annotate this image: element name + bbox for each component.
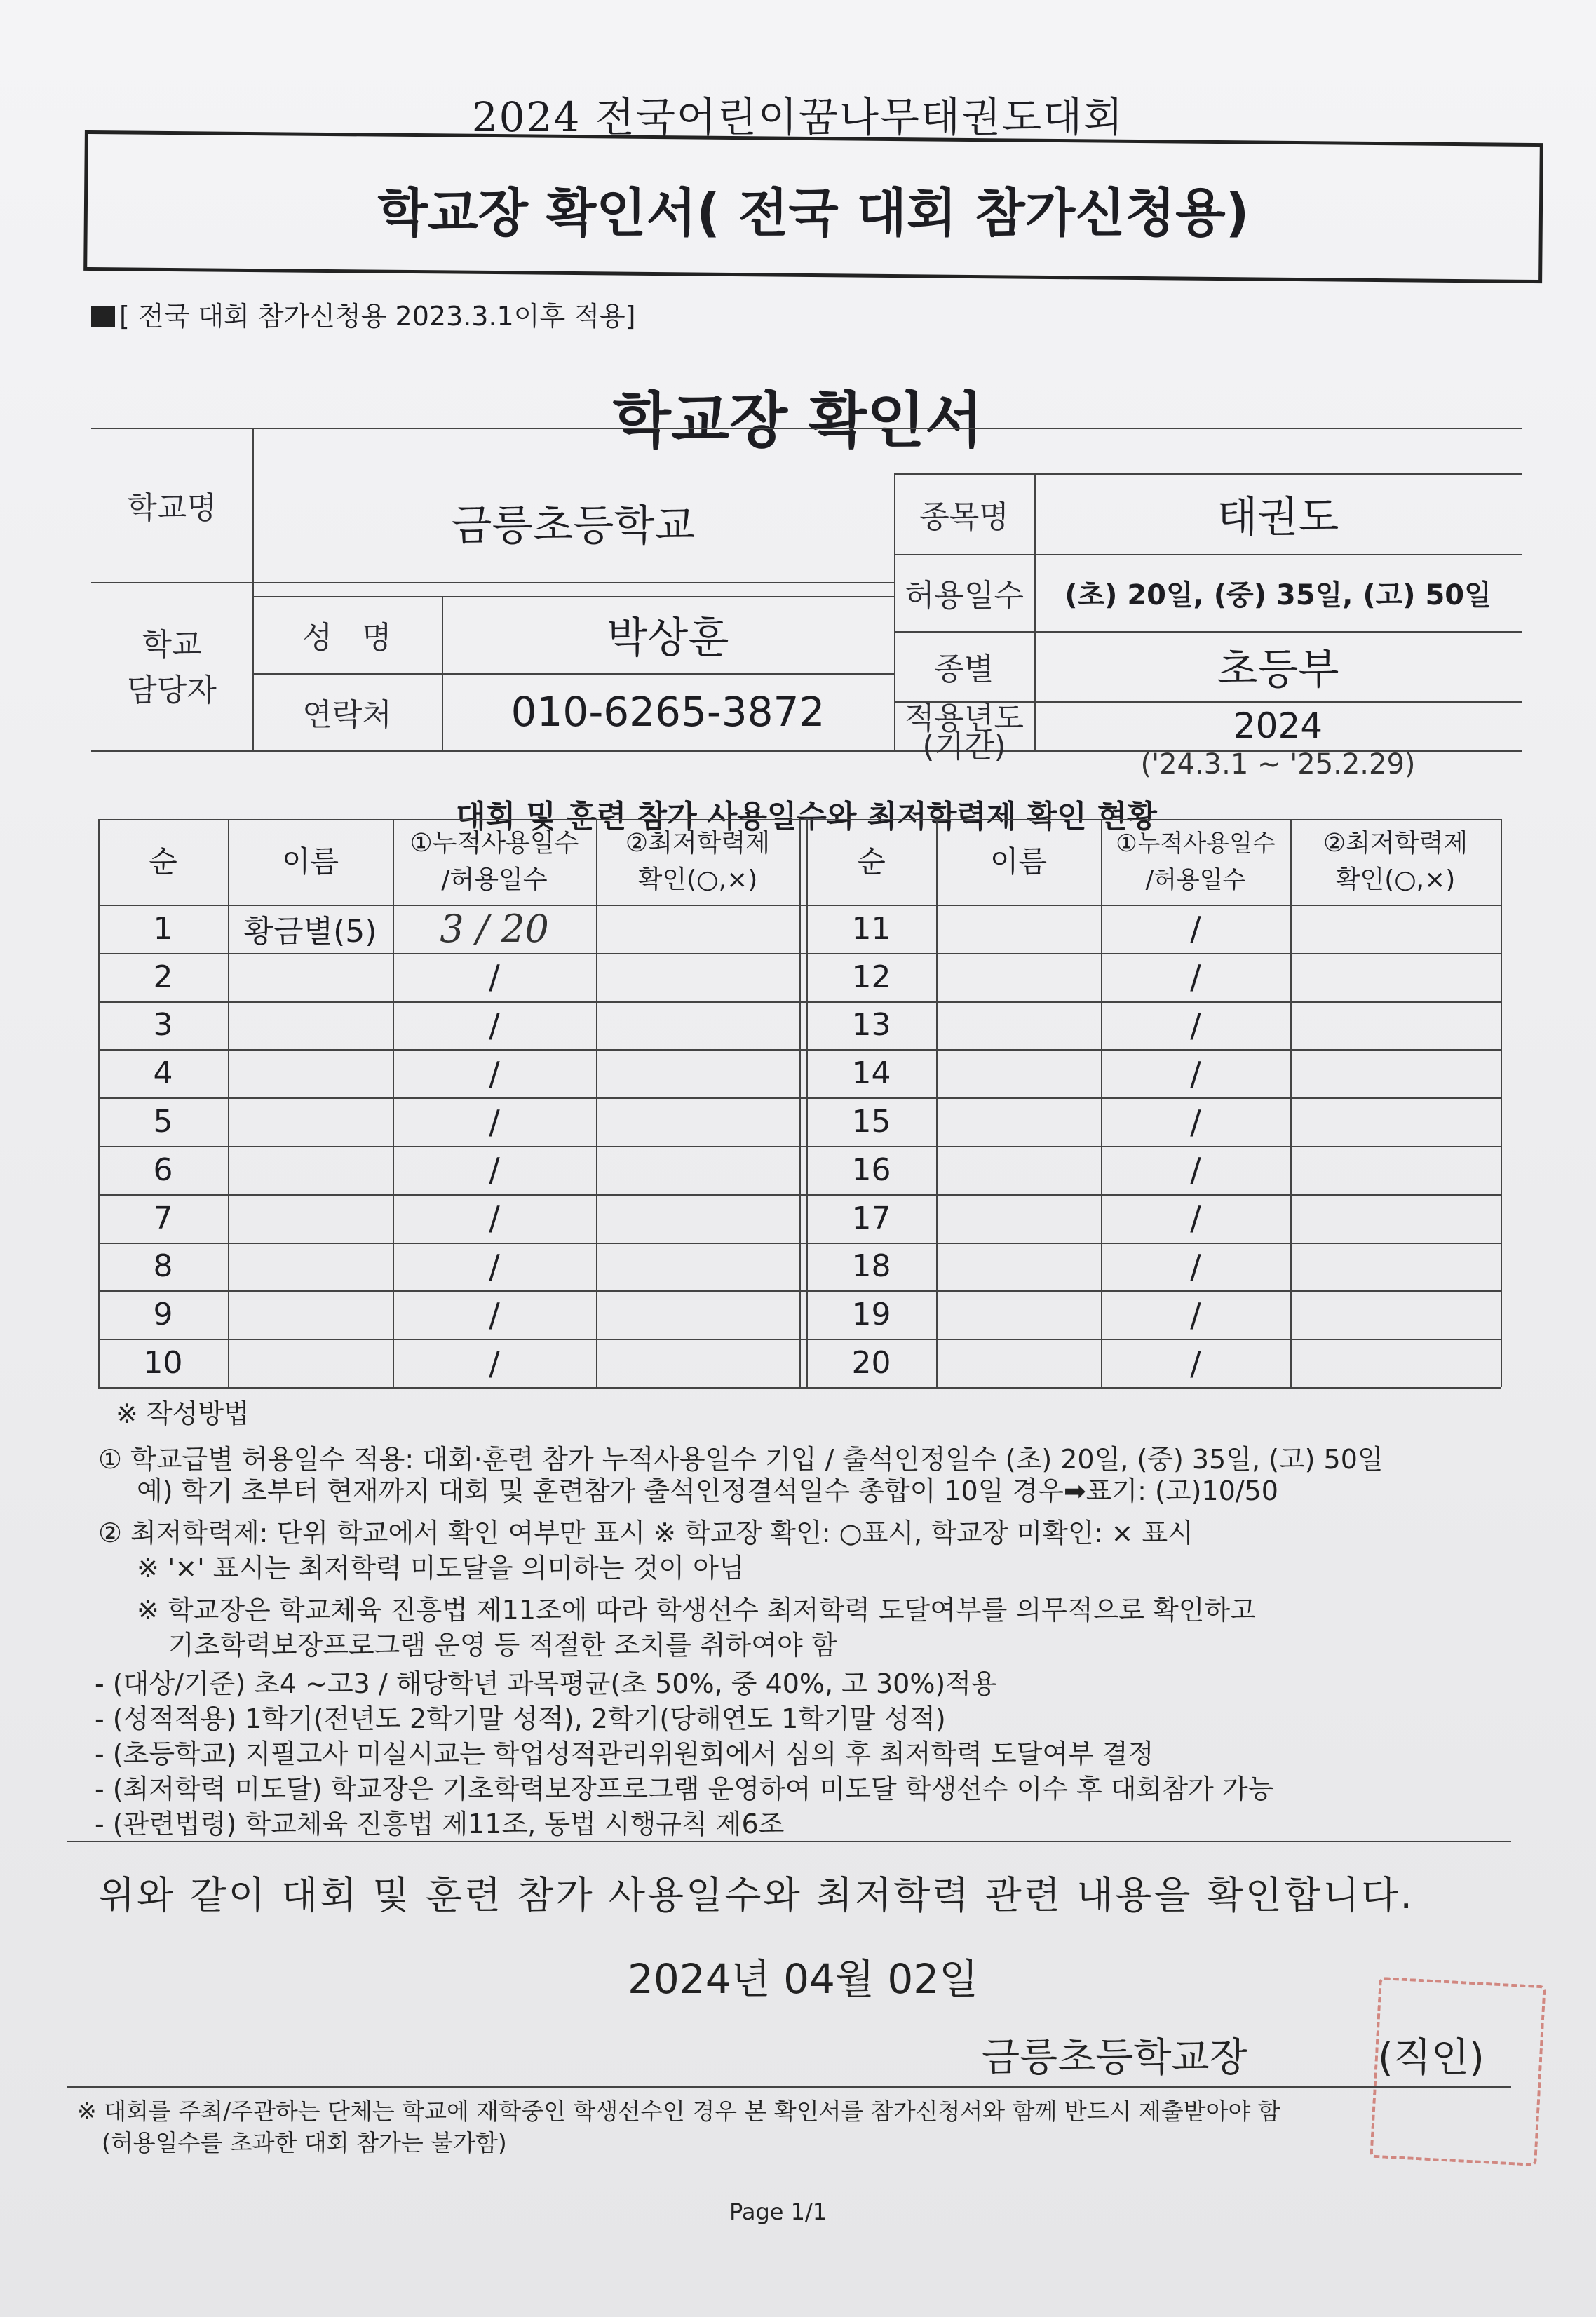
- student-name: [228, 1290, 393, 1339]
- header-no-right: 순: [857, 844, 886, 879]
- name-value: 박상훈: [607, 614, 729, 663]
- allowed-label: 허용일수: [904, 578, 1024, 614]
- note-line: - (대상/기준) 초4 ~고3 / 해당학년 과목평균(초 50%, 중 40%, 고 30%)적용: [95, 1668, 997, 1699]
- header-days-right-2: /허용일수: [1145, 866, 1246, 894]
- sport-label: 종목명: [919, 499, 1009, 535]
- row-number: 2: [153, 959, 173, 995]
- min-academic-check: [1290, 1049, 1501, 1097]
- student-name: 황금별(5): [243, 914, 377, 950]
- min-academic-check: [1290, 1243, 1501, 1291]
- row-number: 9: [153, 1297, 173, 1333]
- name-label: 성 명: [302, 620, 392, 656]
- student-name: [936, 1001, 1101, 1050]
- year-value: 2024: [1233, 705, 1323, 746]
- days-slash: /: [1190, 958, 1201, 997]
- header-check-right-1: ②최저학력제: [1323, 829, 1468, 858]
- min-academic-check: [1290, 1290, 1501, 1339]
- min-academic-check: [596, 1339, 799, 1387]
- note-line: - (최저학력 미도달) 학교장은 기초학력보장프로그램 운영하여 미도달 학생선수 이수 후 대회참가 가능: [95, 1774, 1274, 1804]
- box-title: 학교장 확인서( 전국 대회 참가신청용): [377, 183, 1250, 243]
- notes-divider: [67, 1841, 1511, 1842]
- contact-group-label-2: 담당자: [127, 673, 217, 708]
- days-slash: /: [1190, 1151, 1201, 1189]
- student-name: [228, 1001, 393, 1050]
- applies-note: [91, 295, 635, 333]
- note-line: 기초학력보장프로그램 운영 등 적절한 조치를 취하여야 함: [168, 1630, 837, 1661]
- student-name: [936, 1339, 1101, 1387]
- allowed-value: (초) 20일, (중) 35일, (고) 50일: [1064, 579, 1492, 612]
- min-academic-check: [1290, 1339, 1501, 1387]
- days-slash: /: [489, 1054, 500, 1093]
- min-academic-check: [596, 1097, 799, 1146]
- form-title: 학교장 확인서: [612, 386, 984, 456]
- school-label: 학교명: [127, 490, 217, 526]
- footer-note-1: ※ 대회를 주최/주관하는 단체는 학교에 재학중인 학생선수인 경우 본 확인서를 참가신청서와 함께 반드시 제출받아야 함: [77, 2098, 1280, 2125]
- row-number: 4: [153, 1055, 173, 1092]
- student-name: [936, 1097, 1101, 1146]
- min-academic-check: [1290, 1194, 1501, 1243]
- days-slash: /: [1190, 1344, 1201, 1382]
- row-number: 6: [153, 1151, 173, 1188]
- notes-heading: ※ 작성방법: [116, 1398, 250, 1429]
- square-bullet-icon: [91, 306, 115, 327]
- contact-group-label-1: 학교: [142, 627, 202, 663]
- phone-label: 연락처: [302, 697, 392, 733]
- page-number: Page 1/1: [729, 2198, 827, 2225]
- header-days-right-1: ①누적사용일수: [1116, 830, 1276, 858]
- row-number: 3: [153, 1007, 173, 1043]
- applies-note-text: [ 전국 대회 참가신청용 2023.3.1이후 적용]: [119, 301, 636, 332]
- student-name: [228, 1146, 393, 1194]
- row-number: 13: [851, 1007, 891, 1043]
- row-number: 17: [851, 1200, 891, 1236]
- row-number: 7: [153, 1200, 173, 1236]
- row-number: 15: [851, 1104, 891, 1140]
- footer-divider: [67, 2086, 1511, 2088]
- row-number: 20: [851, 1345, 891, 1382]
- row-number: 19: [851, 1297, 891, 1333]
- category-value: 초등부: [1217, 645, 1339, 694]
- student-name: [936, 1290, 1101, 1339]
- min-academic-check: [596, 1146, 799, 1194]
- student-name: [228, 1097, 393, 1146]
- days-slash: /: [1190, 910, 1201, 948]
- days-slash: /: [489, 1344, 500, 1382]
- note-line: ② 최저학력제: 단위 학교에서 확인 여부만 표시 ※ 학교장 확인: ○표시, 학교장 미확인: × 표시: [98, 1518, 1193, 1548]
- issue-date: 2024년 04월 02일: [628, 1955, 979, 2003]
- table-caption: 대회 및 훈련 참가 사용일수와 최저학력제 확인 현황: [456, 799, 1157, 835]
- note-line: - (초등학교) 지필고사 미실시교는 학업성적관리위원회에서 심의 후 최저학력 도달여부 결정: [95, 1738, 1154, 1769]
- student-name: [936, 953, 1101, 1001]
- row-number: 14: [851, 1055, 891, 1092]
- min-academic-check: [1290, 905, 1501, 953]
- student-name: [936, 1243, 1101, 1291]
- min-academic-check: [596, 953, 799, 1001]
- days-used-handwritten: 3 / 20: [440, 906, 549, 951]
- note-line: ① 학교급별 허용일수 적용: 대회·훈련 참가 누적사용일수 기입 / 출석인정일수 (초) 20일, (중) 35일, (고) 50일: [98, 1444, 1384, 1475]
- phone-value: 010-6265-3872: [510, 688, 825, 736]
- days-slash: /: [1190, 1199, 1201, 1238]
- days-slash: /: [489, 1295, 500, 1334]
- student-name: [936, 1049, 1101, 1097]
- row-number: 16: [851, 1151, 891, 1188]
- student-name: [228, 1243, 393, 1291]
- student-name: [228, 1194, 393, 1243]
- min-academic-check: [1290, 1001, 1501, 1050]
- signer-name: 금릉초등학교장: [982, 2035, 1247, 2081]
- note-line: - (관련법령) 학교체육 진흥법 제11조, 동법 시행규칙 제6조: [95, 1809, 785, 1839]
- note-line: ※ 학교장은 학교체육 진흥법 제11조에 따라 학생선수 최저학력 도달여부를 의무적으로 확인하고: [137, 1595, 1256, 1626]
- row-number: 8: [153, 1248, 173, 1285]
- days-slash: /: [489, 958, 500, 997]
- days-slash: /: [489, 1151, 500, 1189]
- days-slash: /: [489, 1102, 500, 1141]
- footer-note-2: (허용일수를 초과한 대회 참가는 불가함): [102, 2129, 507, 2156]
- student-name: [228, 1339, 393, 1387]
- note-line: ※ '×' 표시는 최저학력 미도달을 의미하는 것이 아님: [137, 1553, 745, 1583]
- header-days-left-1: ①누적사용일수: [410, 829, 579, 858]
- days-slash: /: [1190, 1247, 1201, 1285]
- confirmation-statement: 위와 같이 대회 및 훈련 참가 사용일수와 최저학력 관련 내용을 확인합니다.: [98, 1873, 1414, 1917]
- min-academic-check: [596, 1001, 799, 1050]
- category-label: 종별: [934, 651, 994, 687]
- note-line: 예) 학기 초부터 현재까지 대회 및 훈련참가 출석인정결석일수 총합이 10일 경우➡표기: (고)10/50: [137, 1475, 1278, 1506]
- min-academic-check: [1290, 1097, 1501, 1146]
- event-title: 2024 전국어린이꿈나무태권도대회: [471, 93, 1125, 141]
- seal-label: (직인): [1378, 2035, 1485, 2081]
- header-name-left: 이름: [281, 844, 339, 879]
- min-academic-check: [1290, 1146, 1501, 1194]
- days-slash: /: [489, 1199, 500, 1238]
- header-name-right: 이름: [989, 844, 1048, 879]
- student-name: [936, 1194, 1101, 1243]
- row-number: 5: [153, 1104, 173, 1140]
- row-number: 10: [143, 1345, 183, 1382]
- min-academic-check: [596, 1194, 799, 1243]
- year-label-1: 적용년도: [904, 701, 1024, 736]
- days-slash: /: [1190, 1054, 1201, 1093]
- note-line: - (성적적용) 1학기(전년도 2학기말 성적), 2학기(당해연도 1학기말 성적): [95, 1703, 946, 1734]
- min-academic-check: [1290, 953, 1501, 1001]
- row-number: 11: [851, 910, 891, 947]
- school-value: 금릉초등학교: [451, 501, 696, 550]
- student-name: [936, 905, 1101, 953]
- min-academic-check: [596, 1290, 799, 1339]
- student-name: [228, 1049, 393, 1097]
- row-number: 1: [153, 910, 173, 947]
- header-days-left-2: /허용일수: [441, 865, 548, 894]
- min-academic-check: [596, 1049, 799, 1097]
- header-check-left-1: ②최저학력제: [625, 829, 771, 858]
- header-check-left-2: 확인(○,×): [637, 865, 758, 894]
- row-number: 18: [851, 1248, 891, 1285]
- days-slash: /: [489, 1006, 500, 1044]
- days-slash: /: [489, 1247, 500, 1285]
- period-value: ('24.3.1 ~ '25.2.29): [1140, 748, 1416, 781]
- header-check-right-2: 확인(○,×): [1335, 865, 1456, 894]
- days-slash: /: [1190, 1102, 1201, 1141]
- student-name: [228, 953, 393, 1001]
- row-number: 12: [851, 959, 891, 995]
- header-no-left: 순: [149, 844, 177, 879]
- year-label-2: (기간): [922, 729, 1006, 764]
- student-name: [936, 1146, 1101, 1194]
- min-academic-check: [596, 1243, 799, 1291]
- days-slash: /: [1190, 1295, 1201, 1334]
- days-slash: /: [1190, 1006, 1201, 1044]
- sport-value: 태권도: [1217, 492, 1339, 542]
- min-academic-check: [596, 905, 799, 953]
